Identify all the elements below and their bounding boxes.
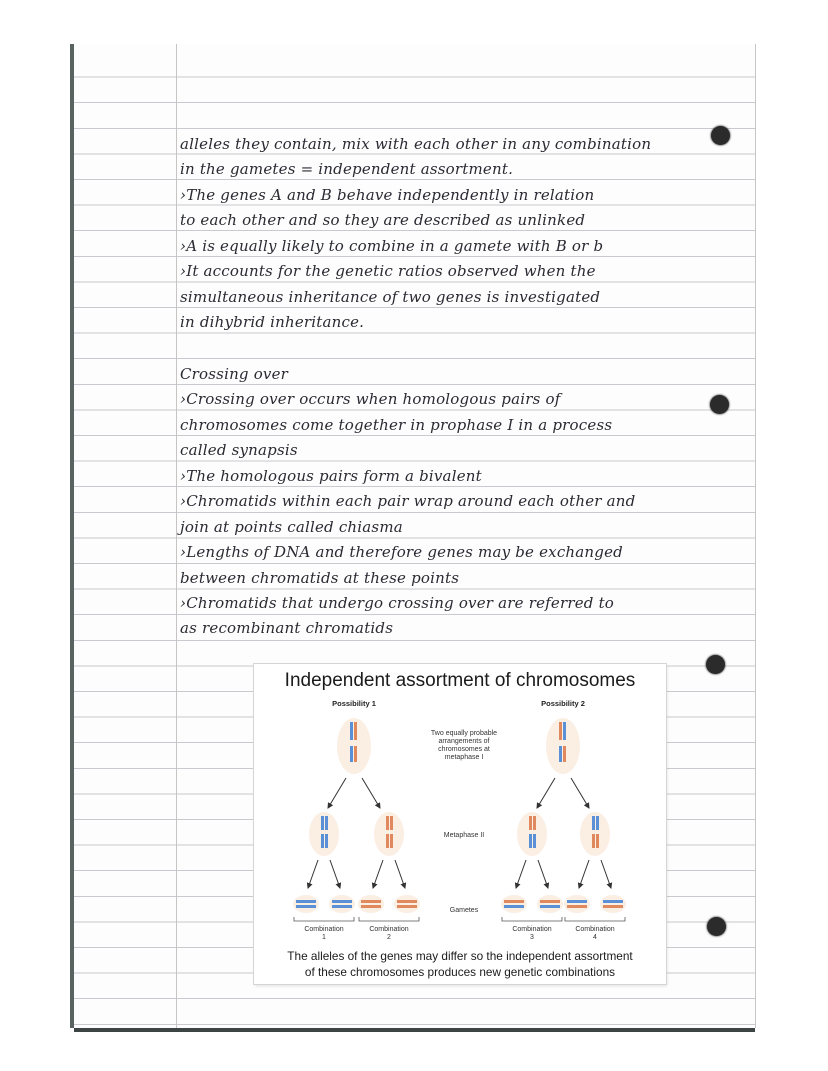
diagram-title: Independent assortment of chromosomes [284, 670, 636, 691]
margin-line [176, 44, 177, 1028]
note-line [180, 336, 750, 360]
metaphase-2-cell [517, 812, 547, 856]
note-line: ›The genes A and B behave independently in relation [180, 186, 595, 204]
note-line: to each other and so they are described as unlinked [180, 211, 586, 229]
gamete [293, 895, 319, 913]
gamete [358, 895, 384, 913]
combination-label: Combination [512, 926, 552, 933]
gamete [394, 895, 420, 913]
note-line: ›Chromatids that undergo crossing over are referred to [180, 594, 615, 612]
assortment-diagram [254, 694, 666, 946]
possibility-2-label: Possibility 2 [541, 699, 585, 708]
note-line: called synapsis [180, 441, 298, 459]
section-heading: Crossing over [180, 365, 289, 383]
metaphase-2-cell [309, 812, 339, 856]
metaphase-1-cell-b [546, 718, 580, 774]
note-line: ›Chromatids within each pair wrap around each other and [180, 492, 636, 510]
punch-hole [707, 917, 726, 936]
combination-label: Combination [575, 926, 615, 933]
center-note: Two equally probable [430, 730, 498, 737]
note-line: join at points called chiasma [180, 518, 403, 536]
combination-number: 2 [387, 934, 391, 941]
notebook-page [74, 44, 755, 1028]
center-note: metaphase I [444, 754, 484, 761]
note-line: simultaneous inheritance of two genes is investigated [180, 288, 601, 306]
diagram-caption [254, 948, 666, 980]
metaphase-2-cell [580, 812, 610, 856]
combination-label: Combination [304, 926, 344, 933]
metaphase-ii-label: Metaphase II [443, 832, 485, 839]
center-note: arrangements of [438, 738, 490, 745]
gamete [600, 895, 626, 913]
metaphase-2-cell [374, 812, 404, 856]
possibility-1-label: Possibility 1 [332, 699, 376, 708]
caption-line: of these chromosomes produces new genetic combinations [304, 965, 616, 979]
note-line: as recombinant chromatids [180, 619, 394, 637]
combination-label: Combination [369, 926, 409, 933]
combination-number: 4 [593, 934, 597, 941]
note-line: in dihybrid inheritance. [180, 313, 365, 331]
center-note: chromosomes at [438, 746, 490, 753]
punch-hole [706, 655, 725, 674]
note-line: ›The homologous pairs form a bivalent [180, 467, 482, 485]
note-line: in the gametes = independent assortment. [180, 160, 514, 178]
note-line: ›Lengths of DNA and therefore genes may be exchanged [180, 543, 623, 561]
note-line: alleles they contain, mix with each other in any combination [180, 135, 652, 153]
note-line: between chromatids at these points [180, 569, 460, 587]
note-line: ›Crossing over occurs when homologous pairs of [180, 390, 561, 408]
note-line: ›It accounts for the genetic ratios observed when the [180, 262, 596, 280]
note-line: chromosomes come together in prophase I in a process [180, 416, 613, 434]
gamete [501, 895, 527, 913]
diagram-card [254, 664, 666, 984]
gamete [537, 895, 563, 913]
gamete [329, 895, 355, 913]
combination-number: 1 [322, 934, 326, 941]
gametes-label: Gametes [449, 907, 479, 914]
metaphase-1-cell-a [337, 718, 371, 774]
note-line: ›A is equally likely to combine in a gamete with B or b [180, 237, 604, 255]
caption-line: The alleles of the genes may differ so the independent assortment [287, 949, 633, 963]
gamete [564, 895, 590, 913]
combination-number: 3 [530, 934, 534, 941]
